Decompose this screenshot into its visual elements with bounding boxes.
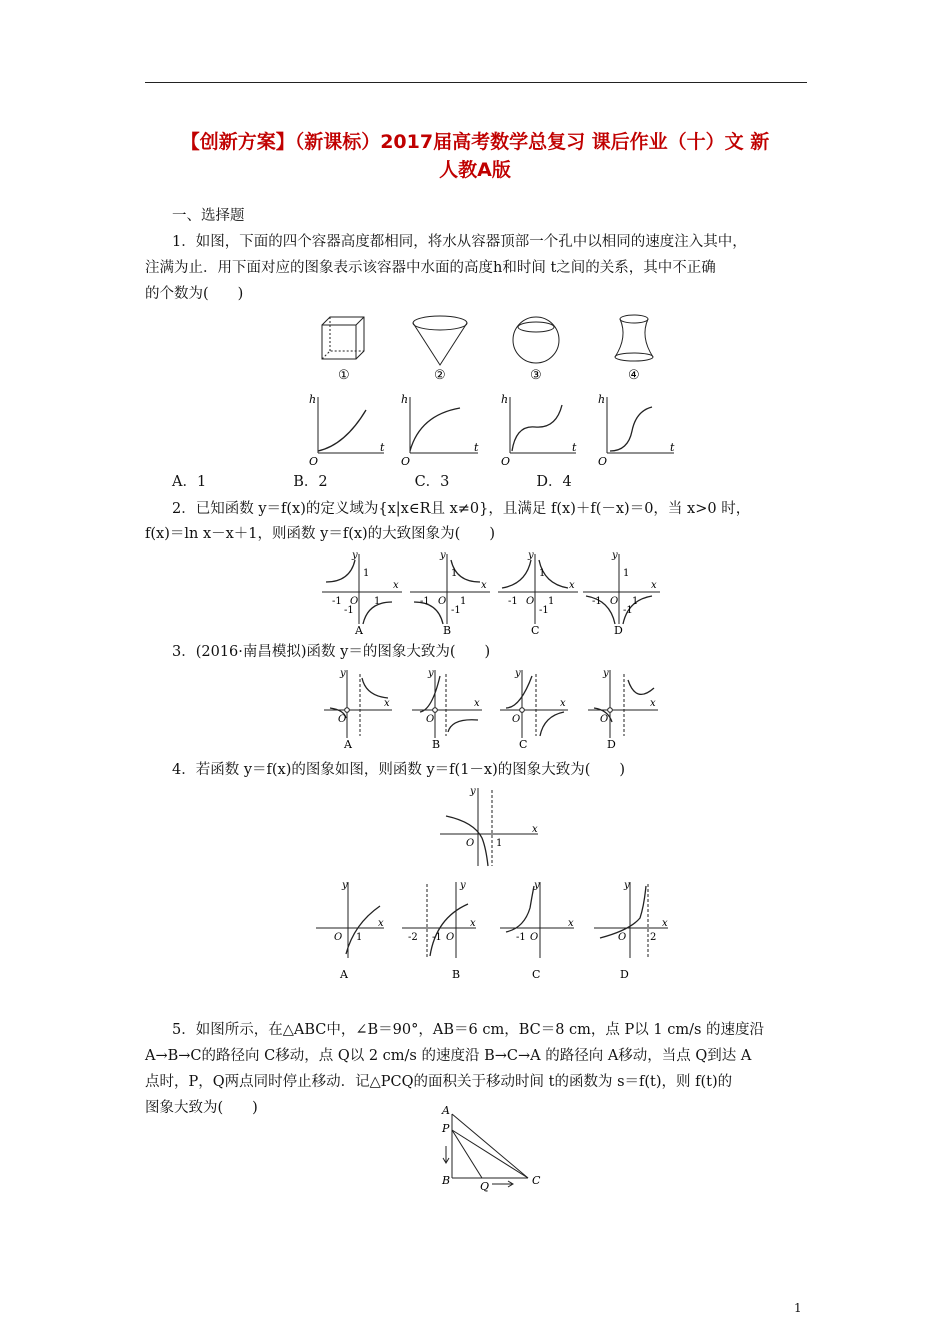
- svg-text:-1: -1: [332, 596, 342, 607]
- svg-text:O: O: [438, 596, 447, 607]
- svg-text:O: O: [401, 455, 411, 468]
- q5-line2: A→B→C的路径向 C移动，点 Q以 2 cm/s 的速度沿 B→C→A 的路径向 A移动，当点 Q到达 A: [145, 1048, 752, 1064]
- svg-text:O: O: [600, 714, 609, 725]
- svg-text:x: x: [481, 580, 487, 591]
- svg-text:x: x: [384, 698, 390, 709]
- container-label-3: ③: [530, 368, 542, 383]
- svg-text:y: y: [624, 880, 630, 891]
- svg-text:-1: -1: [539, 605, 549, 616]
- svg-text:y: y: [603, 668, 609, 679]
- svg-text:C: C: [531, 624, 540, 637]
- svg-text:B: B: [443, 624, 452, 637]
- q5-triangle-figure: [0, 1102, 950, 1212]
- q2-graph-C: [498, 554, 578, 624]
- ht-graph-1: [318, 397, 384, 453]
- svg-text:1: 1: [374, 596, 381, 607]
- svg-text:y: y: [340, 668, 346, 679]
- container-cube: [322, 317, 364, 359]
- section-heading: 一、选择题: [172, 208, 245, 224]
- q5-line3: 点时，P，Q两点同时停止移动．记△PCQ的面积关于移动时间 t的函数为 s＝f(t)，则 f(t)的: [145, 1074, 733, 1090]
- page-title-line1: 【创新方案】（新课标）2017届高考数学总复习 课后作业（十）文 新: [180, 131, 770, 153]
- q1-line1: 1．如图，下面的四个容器高度都相同，将水从容器顶部一个孔中以相同的速度注入其中，: [172, 234, 747, 250]
- q2-line2: f(x)＝ln x－x＋1，则函数 y＝f(x)的大致图象为( ): [145, 526, 495, 542]
- svg-text:x: x: [532, 824, 538, 835]
- svg-text:y: y: [534, 880, 540, 891]
- svg-text:y: y: [470, 786, 476, 797]
- svg-text:y: y: [428, 668, 434, 679]
- svg-text:x: x: [470, 918, 476, 929]
- svg-text:O: O: [334, 932, 343, 943]
- q4-line1: 4．若函数 y＝f(x)的图象如图，则函数 y＝f(1－x)的图象大致为( ): [172, 762, 626, 778]
- q3-graph-C: [500, 670, 568, 738]
- svg-text:1: 1: [539, 568, 546, 579]
- ht-graph-2: [410, 397, 478, 453]
- ht-graph-4: [607, 397, 674, 453]
- q4-options-graphs: [0, 878, 950, 988]
- svg-text:O: O: [512, 714, 521, 725]
- svg-text:D: D: [607, 738, 616, 751]
- svg-text:-1: -1: [623, 605, 633, 616]
- svg-text:O: O: [338, 714, 347, 725]
- svg-text:1: 1: [632, 596, 639, 607]
- svg-text:y: y: [352, 550, 358, 561]
- svg-text:h: h: [501, 393, 509, 406]
- svg-text:A: A: [355, 624, 363, 637]
- svg-text:-1: -1: [451, 605, 461, 616]
- svg-text:O: O: [526, 596, 535, 607]
- svg-text:O: O: [501, 455, 511, 468]
- svg-text:-1: -1: [592, 596, 602, 607]
- svg-text:x: x: [560, 698, 566, 709]
- svg-text:C: C: [532, 968, 541, 981]
- q4-graph-A: [316, 882, 384, 958]
- svg-text:D: D: [614, 624, 623, 637]
- q5-line4: 图象大致为( ): [145, 1100, 258, 1116]
- svg-text:y: y: [612, 550, 618, 561]
- svg-text:O: O: [350, 596, 359, 607]
- svg-text:h: h: [309, 393, 317, 406]
- svg-text:-2: -2: [408, 932, 418, 943]
- svg-text:1: 1: [356, 932, 363, 943]
- svg-text:A: A: [340, 968, 348, 981]
- q2-figures: [0, 548, 950, 638]
- container-label-1: ①: [338, 368, 350, 383]
- svg-text:D: D: [620, 968, 629, 981]
- svg-text:-1: -1: [516, 932, 526, 943]
- container-hourglass: [615, 315, 653, 361]
- q2-graph-D: [583, 554, 660, 624]
- container-label-4: ④: [628, 368, 640, 383]
- q2-graph-A: [322, 554, 402, 624]
- container-cone: [413, 316, 467, 365]
- q1-options: A．1 B．2 C．3 D．4: [172, 474, 572, 490]
- svg-text:x: x: [651, 580, 657, 591]
- svg-text:x: x: [662, 918, 668, 929]
- svg-text:O: O: [426, 714, 435, 725]
- svg-text:y: y: [515, 668, 521, 679]
- svg-text:O: O: [618, 932, 627, 943]
- svg-text:-1: -1: [432, 932, 442, 943]
- svg-text:1: 1: [451, 568, 458, 579]
- svg-text:x: x: [568, 918, 574, 929]
- q3-line1: 3．(2016·南昌模拟)函数 y＝的图象大致为( ): [172, 644, 491, 660]
- svg-text:C: C: [519, 738, 528, 751]
- svg-text:1: 1: [496, 838, 503, 849]
- container-sphere: [513, 317, 559, 363]
- page-title-line2: 人教A版: [439, 159, 511, 181]
- q3-graph-D: [588, 670, 658, 738]
- q1-line2: 注满为止．用下面对应的图象表示该容器中水面的高度h和时间 t之间的关系，其中不正确: [145, 260, 716, 276]
- svg-text:O: O: [466, 838, 475, 849]
- svg-text:1: 1: [623, 568, 630, 579]
- svg-text:O: O: [530, 932, 539, 943]
- svg-text:y: y: [528, 550, 534, 561]
- q4-main-graph: [0, 782, 950, 872]
- svg-text:h: h: [598, 393, 606, 406]
- svg-text:1: 1: [548, 596, 555, 607]
- svg-text:O: O: [309, 455, 319, 468]
- svg-text:y: y: [460, 880, 466, 891]
- q4-graph-C: [500, 882, 574, 958]
- svg-text:h: h: [401, 393, 409, 406]
- svg-text:B: B: [452, 968, 461, 981]
- svg-text:t: t: [572, 441, 577, 454]
- svg-text:Q: Q: [480, 1180, 490, 1193]
- svg-text:O: O: [610, 596, 619, 607]
- container-label-2: ②: [434, 368, 446, 383]
- svg-text:B: B: [432, 738, 441, 751]
- q3-figures: [0, 666, 950, 751]
- svg-text:1: 1: [460, 596, 467, 607]
- svg-text:2: 2: [650, 932, 657, 943]
- svg-text:y: y: [342, 880, 348, 891]
- ht-graph-3: [510, 397, 576, 453]
- svg-text:1: 1: [363, 568, 370, 579]
- q4-graph-B: [402, 882, 476, 958]
- q4-graph-D: [594, 882, 668, 958]
- svg-text:A: A: [442, 1104, 450, 1117]
- svg-text:-1: -1: [420, 596, 430, 607]
- svg-text:x: x: [650, 698, 656, 709]
- svg-text:x: x: [569, 580, 575, 591]
- svg-text:P: P: [442, 1122, 450, 1135]
- header-rule: [145, 82, 807, 83]
- q5-line1: 5．如图所示，在△ABC中，∠B＝90°，AB＝6 cm，BC＝8 cm，点 P以 1 cm/s 的速度沿: [172, 1022, 765, 1038]
- svg-text:-1: -1: [344, 605, 354, 616]
- svg-text:t: t: [670, 441, 675, 454]
- svg-text:t: t: [474, 441, 479, 454]
- svg-text:O: O: [446, 932, 455, 943]
- svg-text:O: O: [598, 455, 608, 468]
- svg-text:A: A: [344, 738, 352, 751]
- svg-text:y: y: [440, 550, 446, 561]
- q3-graph-B: [412, 670, 482, 738]
- q2-graph-B: [410, 554, 490, 624]
- svg-text:-1: -1: [508, 596, 518, 607]
- svg-text:x: x: [378, 918, 384, 929]
- page-number: 1: [794, 1301, 802, 1315]
- svg-text:B: B: [442, 1174, 451, 1187]
- q2-line1: 2．已知函数 y＝f(x)的定义域为{x|x∈R且 x≠0}，且满足 f(x)＋f(－x)＝0，当 x>0 时，: [172, 501, 751, 517]
- svg-text:t: t: [380, 441, 385, 454]
- svg-text:x: x: [474, 698, 480, 709]
- q1-line3: 的个数为( ): [145, 286, 244, 302]
- q3-graph-A: [324, 670, 392, 738]
- svg-text:C: C: [532, 1174, 541, 1187]
- svg-text:x: x: [393, 580, 399, 591]
